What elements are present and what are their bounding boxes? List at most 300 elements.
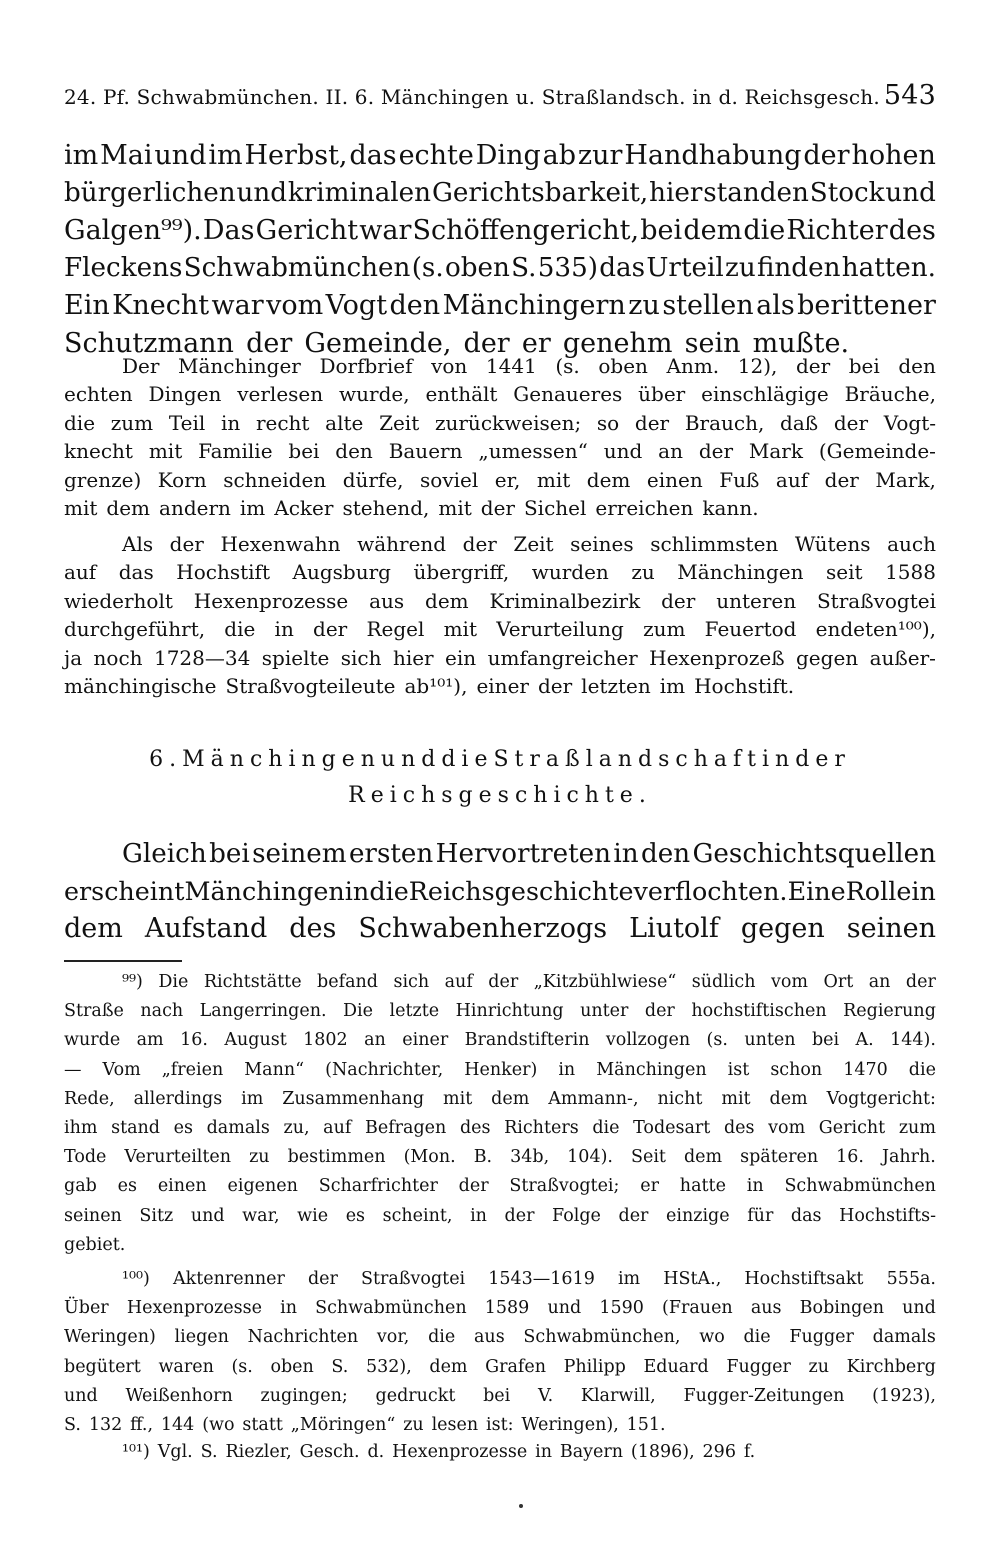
word: Sichel	[523, 496, 587, 521]
word: im	[659, 674, 686, 699]
word: des	[459, 1118, 491, 1139]
word: zu	[725, 252, 756, 283]
footnote-line	[64, 1438, 936, 1467]
word: Hexenprozesse	[126, 1298, 262, 1319]
word: der	[504, 1205, 535, 1226]
word: den	[640, 839, 691, 869]
footnote-line	[64, 1026, 936, 1055]
word: 151.	[626, 1415, 666, 1436]
word: erscheint	[64, 876, 185, 906]
word: ab¹⁰¹),	[404, 674, 468, 699]
word: Die	[158, 972, 189, 992]
word: im	[617, 1269, 641, 1289]
word: in	[613, 839, 639, 869]
word: war	[359, 215, 412, 246]
word: zum	[110, 410, 154, 435]
word: so	[596, 410, 620, 435]
word: Grafen	[485, 1356, 547, 1377]
word: Mänchingen	[677, 560, 804, 585]
word: Geschichtsquellen	[692, 839, 936, 869]
word: allerdings	[133, 1088, 223, 1109]
word: dem	[491, 1088, 530, 1109]
word: auf	[775, 467, 809, 492]
text-line	[64, 910, 936, 947]
word: Eduard	[643, 1356, 709, 1377]
word: stehend,	[342, 496, 430, 521]
word: A.	[855, 1030, 874, 1051]
word: nach	[140, 1001, 184, 1022]
word: Ding	[475, 140, 541, 171]
word: V.	[538, 1385, 554, 1406]
word: Tode	[64, 1147, 107, 1168]
word: es	[117, 1176, 137, 1197]
word: Schwabmünchen	[183, 252, 411, 283]
word: er	[521, 327, 551, 359]
word: (1923),	[872, 1385, 936, 1406]
word: schon	[770, 1059, 823, 1080]
word: 16.	[836, 1147, 864, 1168]
word: befand	[317, 972, 378, 992]
word: der	[307, 1269, 338, 1289]
word: gebiet.	[64, 1234, 126, 1255]
word: der	[488, 972, 519, 992]
word: 132	[88, 1415, 123, 1436]
text-line	[64, 466, 936, 494]
footnote-line	[64, 1085, 936, 1114]
word: eigenen	[227, 1176, 298, 1197]
word: daß	[780, 410, 819, 435]
word: Schutzmann	[64, 327, 234, 359]
word: bei	[209, 839, 250, 869]
word: Liutolf	[629, 913, 719, 944]
footnote-line	[64, 968, 936, 997]
footnote-line	[64, 1143, 936, 1172]
word: in	[344, 876, 370, 906]
word: 16.	[180, 1030, 208, 1051]
word: Knecht	[112, 290, 210, 321]
word: grenze)	[64, 467, 142, 492]
text-line	[64, 587, 936, 615]
word: (s.	[411, 252, 444, 283]
word: Verurteilung	[496, 617, 624, 642]
word: bei	[640, 215, 683, 246]
word: der	[458, 1176, 489, 1197]
word: unteren	[716, 588, 797, 613]
word: aus	[473, 1327, 505, 1348]
word: Seit	[630, 1147, 666, 1168]
word: oben	[270, 1356, 314, 1377]
word: —	[64, 1059, 82, 1080]
word: B.	[473, 1147, 493, 1168]
word: hier	[392, 645, 434, 670]
word: der	[313, 617, 348, 642]
word: 34b,	[510, 1147, 550, 1168]
word: mit	[438, 496, 472, 521]
word: Bayern	[559, 1442, 624, 1462]
word: Urteil	[646, 252, 724, 283]
word: standen	[703, 177, 809, 208]
word: Vogtgericht:	[826, 1088, 936, 1109]
word: andern	[159, 496, 231, 521]
word: endeten¹⁰⁰),	[815, 617, 936, 642]
word: wurde	[64, 1030, 121, 1051]
word: 144).	[890, 1030, 936, 1051]
word: Hervortreten	[435, 839, 611, 869]
word: (Gemeinde-	[818, 439, 936, 464]
word: Hochstiftsakt	[744, 1269, 864, 1289]
running-head	[64, 80, 936, 111]
word: mit	[64, 496, 98, 521]
word: wurden	[531, 560, 609, 585]
word: finden	[756, 252, 841, 283]
word: zu	[628, 290, 660, 321]
main-paragraph-1	[64, 137, 936, 362]
word: Gemeinde,	[304, 327, 452, 359]
word: Fugger	[789, 1327, 854, 1348]
word: Schöffengericht,	[412, 215, 640, 246]
word: sich	[340, 645, 382, 670]
word: auf	[444, 972, 473, 992]
word: das	[599, 252, 646, 283]
word: während	[357, 532, 447, 556]
word: ihm	[64, 1118, 98, 1139]
footnote-line	[64, 1265, 936, 1294]
word: der	[824, 467, 859, 492]
word: Bräuche,	[844, 382, 936, 407]
word: alte	[325, 410, 364, 435]
word: wie	[297, 1205, 329, 1226]
word: 104).	[567, 1147, 613, 1168]
word: das	[118, 560, 154, 585]
word: bei	[848, 354, 880, 378]
word: Wütens	[794, 532, 871, 556]
word: auf	[323, 1118, 352, 1139]
word: Rede,	[64, 1088, 115, 1109]
word: „freien	[161, 1059, 224, 1080]
word: vollzogen	[605, 1030, 691, 1051]
word: und	[603, 439, 643, 464]
word: f.	[743, 1442, 756, 1462]
word: zugingen;	[260, 1385, 348, 1406]
word: der	[480, 496, 515, 521]
word: verflochten.	[633, 876, 788, 906]
word: Fuß	[719, 467, 760, 492]
word: noch	[93, 645, 143, 670]
word: zu	[631, 560, 655, 585]
word: die	[441, 747, 494, 772]
word: Vogt-	[883, 410, 936, 435]
word: genehm	[562, 327, 673, 359]
word: hatten.	[841, 252, 936, 283]
text-line	[64, 494, 936, 522]
word: der	[462, 532, 497, 556]
word: dem	[64, 913, 123, 944]
word: 1590	[599, 1298, 644, 1319]
word: ⁹⁹)	[122, 972, 143, 992]
word: den	[335, 439, 373, 464]
word: gedruckt	[375, 1385, 456, 1406]
footnote-separator	[64, 960, 182, 962]
word: Gesch.	[299, 1442, 360, 1462]
word: Hinrichtung	[455, 1001, 564, 1022]
text-line	[64, 437, 936, 465]
word: Fugger-Zeitungen	[683, 1385, 845, 1406]
word: verlesen	[237, 382, 324, 407]
word: späteren	[740, 1147, 819, 1168]
word: und	[380, 747, 442, 772]
word: südlich	[691, 972, 756, 992]
word: statt	[242, 1415, 283, 1436]
word: unten	[744, 1030, 796, 1051]
word: sein	[684, 327, 741, 359]
word: auch	[887, 532, 936, 556]
word: 12),	[737, 354, 778, 378]
word: Feuertod	[704, 617, 797, 642]
word: d.	[367, 1442, 385, 1462]
word: der	[169, 532, 204, 556]
word: war	[211, 290, 264, 321]
word: dem	[586, 467, 631, 492]
word: übergriff,	[413, 560, 510, 585]
word: er,	[494, 467, 521, 492]
word: dürfe,	[342, 467, 404, 492]
word: Hexenprozeß	[649, 645, 785, 670]
word: der	[795, 747, 851, 772]
word: und	[547, 1298, 582, 1319]
word: letzte	[389, 1001, 440, 1022]
word: die	[369, 876, 409, 906]
word: mit	[721, 1088, 751, 1109]
word: liegen	[174, 1327, 229, 1348]
word: das	[790, 1205, 822, 1226]
word: Ammann-,	[548, 1088, 639, 1109]
print-speck	[519, 1504, 523, 1508]
word: der	[803, 140, 850, 171]
word: Die	[343, 1001, 374, 1022]
word: einen	[646, 467, 703, 492]
footnote-line	[64, 1411, 936, 1440]
word: hochstiftischen	[691, 1001, 827, 1022]
word: Mark	[748, 439, 803, 464]
word: kriminalen	[287, 177, 432, 208]
word: der	[833, 410, 869, 435]
word: für	[747, 1205, 774, 1226]
word: einen	[157, 1176, 207, 1197]
word: die	[64, 410, 96, 435]
word: als	[756, 290, 795, 321]
text-line	[64, 409, 936, 437]
text-line	[64, 250, 936, 288]
word: im	[64, 140, 99, 171]
word: in	[535, 1442, 552, 1462]
word: S.	[331, 1356, 349, 1377]
word: Hochstifts-	[839, 1205, 936, 1226]
text-line	[64, 287, 936, 325]
word: Richtstätte	[203, 972, 302, 992]
word: Bauern	[388, 439, 463, 464]
word: einschlägige	[701, 382, 829, 407]
word: ja	[64, 645, 83, 670]
word: Hexenwahn	[220, 532, 341, 556]
word: außer-	[869, 645, 936, 670]
word: erreichen	[595, 496, 694, 521]
footnote-line	[64, 1202, 936, 1231]
word: dem	[425, 588, 469, 613]
word: ab	[542, 140, 577, 171]
word: Folge	[552, 1205, 601, 1226]
word: mit	[536, 467, 571, 492]
word: ¹⁰⁰)	[122, 1269, 150, 1289]
word: 6.	[149, 747, 183, 772]
word: der	[644, 1001, 675, 1022]
word: zur	[577, 140, 623, 171]
word: in	[220, 410, 241, 435]
word: wiederholt	[64, 588, 173, 613]
word: der	[661, 588, 696, 613]
word: ist:	[486, 1415, 514, 1436]
word: schneiden	[223, 467, 327, 492]
word: nicht	[657, 1088, 703, 1109]
word: Rolle	[845, 876, 912, 906]
word: Schwabmünchen,	[523, 1327, 681, 1348]
word: Über	[64, 1298, 109, 1319]
word: Riezler,	[225, 1442, 292, 1462]
word: Befragen	[364, 1118, 447, 1139]
word: Richters	[504, 1118, 579, 1139]
word: einer	[402, 1030, 449, 1051]
footnote-line	[64, 1294, 936, 1323]
word: mänchingische	[64, 674, 217, 699]
word: die	[908, 1059, 936, 1080]
word: Korn	[157, 467, 207, 492]
word: Fleckens	[64, 252, 183, 283]
word: Zeit	[513, 532, 554, 556]
word: 1470	[843, 1059, 888, 1080]
word: aus	[750, 1298, 782, 1319]
text-line	[64, 530, 936, 558]
word: dem	[769, 1088, 808, 1109]
word: lesen	[431, 1415, 479, 1436]
word: Vgl.	[157, 1442, 193, 1462]
word: echte	[398, 140, 474, 171]
footnote-line	[64, 1114, 936, 1143]
word: HStA.,	[663, 1269, 722, 1289]
word: schlimmsten	[650, 532, 779, 556]
word: Stock	[809, 177, 885, 208]
word: Hochstift	[176, 560, 270, 585]
word: hohen	[851, 140, 936, 171]
word: recht	[255, 410, 310, 435]
word: bei	[483, 1385, 511, 1406]
word: Straßlandschaft	[493, 747, 763, 772]
word: Gericht	[818, 1118, 886, 1139]
word: (s.	[706, 1030, 728, 1051]
word: einer	[476, 674, 529, 699]
word: Nachrichten	[247, 1327, 359, 1348]
footnote-line	[64, 1056, 936, 1085]
word: Schwabmünchen	[315, 1298, 467, 1319]
word: Vogt	[325, 290, 388, 321]
word: über	[638, 382, 686, 407]
heading-line	[64, 778, 936, 814]
word: Klarwill,	[580, 1385, 656, 1406]
word: es	[345, 1205, 366, 1226]
section-heading	[64, 742, 936, 814]
word: 1589	[484, 1298, 530, 1319]
word: S.	[511, 252, 537, 283]
word: Straßvogtei	[361, 1269, 466, 1289]
word: „Kitzbühlwiese“	[533, 972, 677, 992]
word: Mänchingern	[442, 290, 626, 321]
word: 1441	[485, 354, 537, 378]
word: Mänchingen	[184, 876, 345, 906]
word: seit	[826, 560, 863, 585]
word: hatte	[679, 1176, 726, 1197]
word: vom	[266, 290, 324, 321]
word: ersten	[348, 839, 434, 869]
word: die	[224, 617, 256, 642]
word: ein	[445, 645, 477, 670]
word: Straßvogtei;	[509, 1176, 620, 1197]
word: in	[746, 1176, 764, 1197]
word: ff.,	[130, 1415, 154, 1436]
word: bürgerlichen	[64, 177, 236, 208]
word: des	[723, 1118, 755, 1139]
word: kann.	[702, 496, 759, 521]
footnote-line	[64, 1323, 936, 1352]
word: (1896),	[630, 1442, 695, 1462]
word: knecht	[64, 439, 133, 464]
word: vom	[768, 1118, 806, 1139]
word: der	[537, 674, 573, 699]
footnote-line	[64, 1382, 936, 1411]
text-line	[64, 137, 936, 175]
text-line	[64, 558, 936, 586]
word: Mänchingen	[182, 747, 381, 772]
word: unter	[580, 1001, 629, 1022]
word: 535)	[537, 252, 598, 283]
word: der	[795, 354, 831, 378]
word: durchgeführt,	[64, 617, 206, 642]
word: Ein	[64, 290, 110, 321]
word: in	[274, 617, 294, 642]
word: scheint,	[382, 1205, 453, 1226]
word: Henker)	[464, 1059, 538, 1080]
word: (wo	[202, 1415, 235, 1436]
word: Regierung	[843, 1001, 936, 1022]
word: enthält	[425, 382, 498, 407]
word: damals	[206, 1118, 270, 1139]
word: bei	[288, 439, 320, 464]
text-line	[64, 873, 936, 910]
word: das	[349, 140, 397, 171]
word: waren	[158, 1356, 214, 1377]
word: zu,	[283, 1118, 310, 1139]
word: der	[618, 1205, 649, 1226]
page-number: 543	[883, 80, 936, 111]
word: und	[902, 1298, 936, 1319]
word: seines	[570, 532, 634, 556]
word: (s.	[555, 354, 580, 378]
word: mit	[148, 439, 183, 464]
word: Ort	[823, 972, 854, 992]
small-paragraph-1	[64, 352, 936, 522]
word: Genaueres	[513, 382, 623, 407]
word: Todesart	[633, 1118, 711, 1139]
word: mit	[443, 1088, 473, 1109]
word: in	[470, 1205, 487, 1226]
word: mit	[443, 617, 477, 642]
